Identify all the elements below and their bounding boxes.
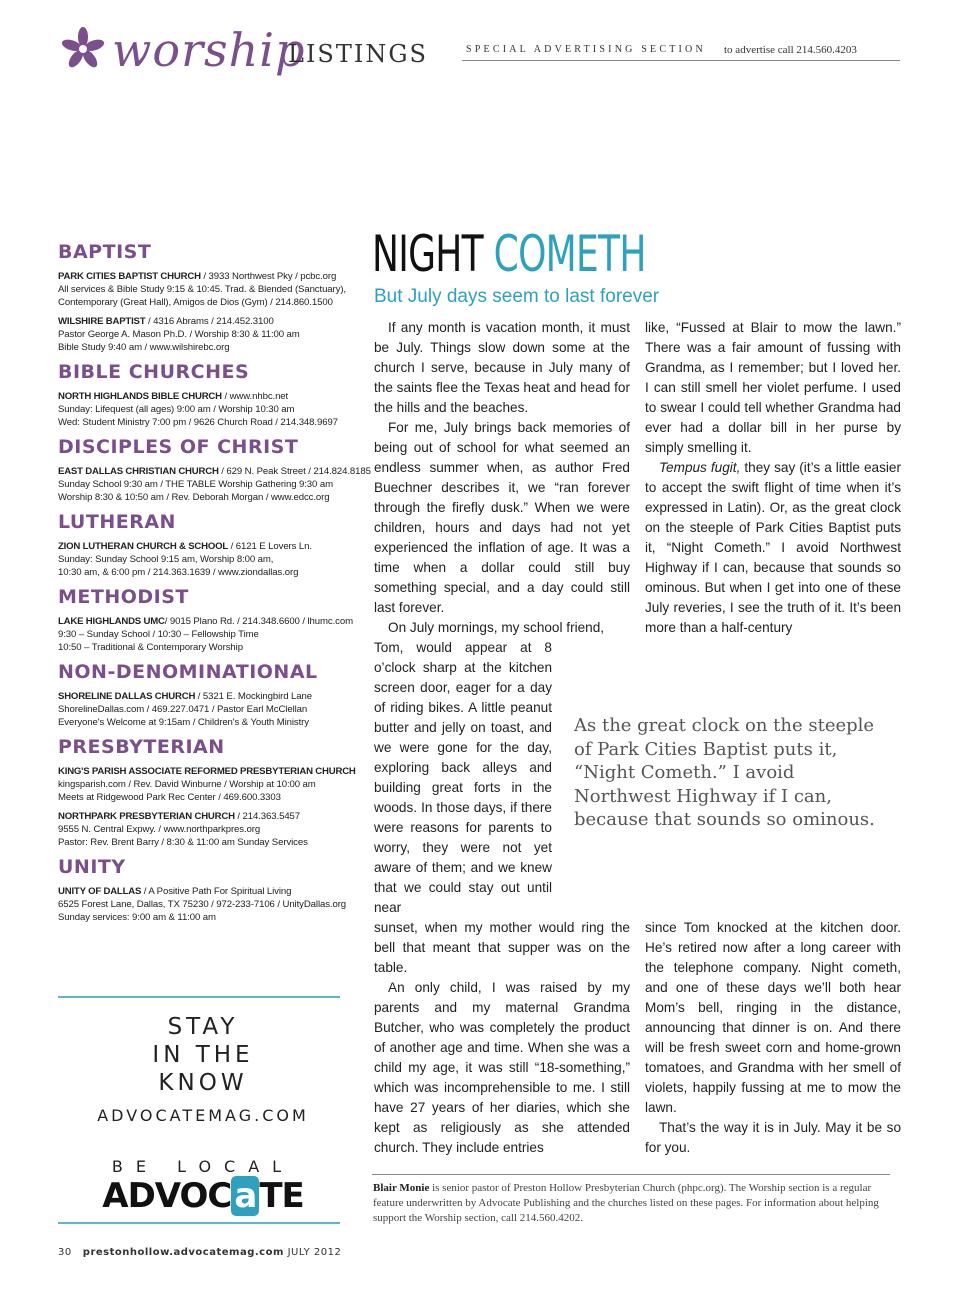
church-entry: [58, 465, 371, 504]
article-column-1-wrap: [374, 638, 552, 918]
page-number: 30: [58, 1247, 72, 1258]
church-detail: / 9015 Plano Rd. / 214.348.6600 / lhumc.com: [164, 616, 353, 627]
church-entry-line: [58, 690, 348, 703]
church-entry: [58, 540, 348, 579]
author-name: Blair Monie: [373, 1182, 430, 1194]
pull-quote: As the great clock on the steeple of Park Cities Baptist puts it, “Night Cometh.” I avoid Northwest Highway if I can, because that sounds so ominous.: [574, 715, 875, 830]
flower-logo-icon: [60, 26, 106, 72]
article-paragraph: On July mornings, my school friend,: [388, 620, 605, 635]
article-paragraph: sunset, when my mother would ring the bell that meant that supper was on the table.: [374, 920, 630, 975]
church-entry: [58, 810, 348, 849]
church-detail: 9:30 – Sunday School / 10:30 – Fellowship Time: [58, 629, 259, 640]
footer-site[interactable]: prestonhollow.advocatemag.com: [82, 1247, 284, 1258]
category-title: DISCIPLES OF CHRIST: [58, 436, 299, 458]
article-paragraph: since Tom knocked at the kitchen door. He’s retired now after a long career with the telephone company. Night cometh, and one of these days we’ll both hear Mom’s bell, ringing in the distance, announcing that dinner is on. And there will be fresh sweet corn and home-grown tomatoes, and Grandma with her smell of violets, happily fussing at me to mow the lawn.: [645, 920, 901, 1115]
article-subtitle: But July days seem to last forever: [374, 286, 660, 307]
church-entry-line: [58, 540, 348, 553]
listing-category: [58, 435, 371, 504]
church-entry-line: [58, 315, 348, 328]
church-name: ZION LUTHERAN CHURCH & SCHOOL: [58, 541, 229, 552]
promo-divider-top: [58, 996, 340, 998]
listing-category: [58, 240, 348, 354]
church-detail: Sunday: Lifequest (all ages) 9:00 am / Worship 10:30 am: [58, 404, 295, 415]
church-name: SHORELINE DALLAS CHURCH: [58, 691, 196, 702]
article-headline: [372, 224, 646, 284]
article-column-1-bottom: [374, 918, 630, 1158]
author-bio-text: is senior pastor of Preston Hollow Presbyterian Church (phpc.org). The Worship section is a regular feature underwritten by Advocate Publishing and the churches listed on these pages. For information about helping support the Worship section, call 214.560.4202.: [373, 1182, 879, 1224]
category-title: NON-DENOMINATIONAL: [58, 661, 318, 683]
church-detail: Sunday services: 9:00 am & 11:00 am: [58, 912, 216, 923]
church-detail: / www.nhbc.net: [221, 391, 289, 402]
category-title: BAPTIST: [58, 241, 152, 263]
church-detail: / 6121 E Lovers Ln.: [228, 541, 312, 552]
church-name: UNITY OF DALLAS: [58, 886, 142, 897]
section-title-listings: LISTINGS: [288, 40, 428, 68]
listing-category: [58, 585, 353, 654]
footer-issue: JULY 2012: [287, 1247, 342, 1258]
church-entry-line: [58, 810, 348, 823]
promo-divider-bottom: [58, 1222, 340, 1224]
article-paragraph: like, “Fussed at Blair to mow the lawn.” There was a fair amount of fussing with Grandma, as I remember; but I loved her. I can still smell her violet perfume. I used to swear I could tell whether Grandma had ever had a dollar bill in her purse by simply smelling it.: [645, 320, 901, 455]
church-entry: [58, 270, 348, 309]
church-entry: [58, 885, 348, 924]
advocate-logo-a: a: [231, 1176, 259, 1216]
church-name: WILSHIRE BAPTIST: [58, 316, 146, 327]
church-detail: Everyone's Welcome at 9:15am / Children's & Youth Ministry: [58, 717, 309, 728]
listing-category: [58, 735, 356, 849]
article-column-2: [645, 318, 901, 638]
church-name: LAKE HIGHLANDS UMC: [58, 616, 165, 627]
listing-category: [58, 360, 348, 429]
church-entry: [58, 765, 356, 804]
church-name: PARK CITIES BAPTIST CHURCH: [58, 271, 201, 282]
church-detail: ShorelineDallas.com / 469.227.0471 / Pastor Earl McClellan: [58, 704, 308, 715]
promo-stay: STAY: [167, 1014, 239, 1040]
church-entry: [58, 315, 348, 354]
church-detail: Contemporary (Great Hall), Amigos de Dios (Gym) / 214.860.1500: [58, 297, 333, 308]
latin-phrase: Tempus fugit,: [659, 460, 741, 475]
church-detail: / 3933 Northwest Pky / pcbc.org: [200, 271, 337, 282]
category-title: METHODIST: [58, 586, 189, 608]
headline-cometh: COMETH: [493, 225, 646, 283]
church-entry: [58, 690, 348, 729]
church-name: EAST DALLAS CHRISTIAN CHURCH: [58, 466, 219, 477]
church-entry-line: [58, 270, 348, 283]
church-entry-line: [58, 615, 353, 628]
listing-category: [58, 660, 348, 729]
advocate-logo-post: TE: [259, 1176, 304, 1216]
promo-in-the: IN THE: [152, 1042, 254, 1068]
category-title: UNITY: [58, 856, 126, 878]
church-detail: Wed: Student Ministry 7:00 pm / 9626 Church Road / 214.348.9697: [58, 417, 338, 428]
advocate-logo-pre: ADVOC: [102, 1176, 232, 1216]
article-paragraph: If any month is vacation month, it must be July. Things slow down some at the church I serve, because in July many of the saints flee the Texas heat and head for the hills and the beaches.: [374, 320, 630, 415]
author-bio: [373, 1181, 893, 1226]
church-detail: 10:50 – Traditional & Contemporary Worship: [58, 642, 243, 653]
church-entry-line: [58, 390, 348, 403]
article-paragraph-text: they say (it’s a little easier to accept the swift flight of time when it’s expressed in Latin). Or, as the great clock on the steeple of Park Cities Baptist puts it, “Night Cometh.” I avoid Northwest Highway if I can, because that sounds so ominous. But when I get into one of these July reveries, I see the truth of it. It’s been more than a half-century: [645, 460, 901, 635]
church-detail: Sunday School 9:30 am / THE TABLE Worship Gathering 9:30 am: [58, 479, 333, 490]
article-paragraph: That’s the way it is in July. May it be so for you.: [645, 1120, 901, 1155]
article-paragraph: For me, July brings back memories of being out of school for what seemed an endless summer when, as author Fred Buechner describes it, we “ran forever through the firefly dusk.” When we were children, hours and days had not yet experienced the inflation of age. It was a time when a dollar could still buy something special, and a day could still last forever.: [374, 420, 630, 615]
church-detail: 10:30 am, & 6:00 pm / 214.363.1639 / www.ziondallas.org: [58, 567, 299, 578]
bio-divider: [372, 1174, 890, 1175]
church-detail: Pastor: Rev. Brent Barry / 8:30 & 11:00 am Sunday Services: [58, 837, 308, 848]
church-entry: [58, 390, 348, 429]
church-name: NORTH HIGHLANDS BIBLE CHURCH: [58, 391, 222, 402]
headline-night: NIGHT: [372, 225, 483, 283]
church-entry: [58, 615, 353, 654]
article-column-2-bottom: [645, 918, 901, 1158]
page-footer: [58, 1247, 341, 1258]
church-entry-line: [58, 885, 348, 898]
church-detail: Pastor George A. Mason Ph.D. / Worship 8:30 & 11:00 am: [58, 329, 300, 340]
church-detail: Bible Study 9:40 am / www.wilshirebc.org: [58, 342, 230, 353]
category-title: BIBLE CHURCHES: [58, 361, 250, 383]
advocate-logo: [58, 1176, 348, 1216]
header-divider: [462, 60, 900, 61]
promo-url[interactable]: ADVOCATEMAG.COM: [97, 1106, 309, 1125]
section-title-worship: worship: [112, 23, 306, 77]
church-name: NORTHPARK PRESBYTERIAN CHURCH: [58, 811, 235, 822]
article-column-1: [374, 318, 630, 638]
church-detail: kingsparish.com / Rev. David Winburne / Worship at 10:00 am: [58, 779, 316, 790]
church-detail: / A Positive Path For Spiritual Living: [141, 886, 292, 897]
church-detail: All services & Bible Study 9:15 & 10:45. Trad. & Blended (Sanctuary),: [58, 284, 346, 295]
church-entry-line: [58, 465, 371, 478]
church-detail: Meets at Ridgewood Park Rec Center / 469.600.3303: [58, 792, 281, 803]
church-entry-line: [58, 765, 356, 778]
advertise-phone: to advertise call 214.560.4203: [724, 44, 857, 56]
article-paragraph: An only child, I was raised by my parents and my maternal Grandma Butcher, who was completely the product of another age and time. When she was a child my age, it was still “18-something,” which was incomprehensible to me. I still have 27 years of her diaries, which she kept as religiously as she attended church. They include entries: [374, 980, 630, 1155]
article-paragraph: [645, 458, 901, 638]
listing-category: [58, 510, 348, 579]
article-paragraph: Tom, would appear at 8 o’clock sharp at the kitchen screen door, eager for a day of riding bikes. A little peanut butter and jelly on toast, and we were gone for the day, exploring back alleys and building great forts in the woods. In those days, if there were reasons for parents to worry, they were not yet aware of them; and we knew that we could stay out until near: [374, 640, 552, 915]
category-title: PRESBYTERIAN: [58, 736, 225, 758]
church-detail: 9555 N. Central Expwy. / www.northparkpres.org: [58, 824, 261, 835]
church-name: KING'S PARISH ASSOCIATE REFORMED PRESBYTERIAN CHURCH: [58, 766, 356, 777]
church-detail: 6525 Forest Lane, Dallas, TX 75230 / 972-233-7106 / UnityDallas.org: [58, 899, 347, 910]
promo-know: KNOW: [158, 1070, 248, 1096]
church-detail: Worship 8:30 & 10:50 am / Rev. Deborah Morgan / www.edcc.org: [58, 492, 330, 503]
church-detail: / 5321 E. Mockingbird Lane: [195, 691, 312, 702]
church-detail: / 629 N. Peak Street / 214.824.8185: [218, 466, 371, 477]
be-local-tagline: BE LOCAL: [111, 1157, 295, 1176]
listing-category: [58, 855, 348, 924]
church-detail: / 214.363.5457: [234, 811, 301, 822]
church-detail: / 4316 Abrams / 214.452.3100: [145, 316, 274, 327]
special-advertising-label: SPECIAL ADVERTISING SECTION: [466, 44, 706, 55]
category-title: LUTHERAN: [58, 511, 176, 533]
church-listings: [58, 240, 371, 930]
church-detail: Sunday: Sunday School 9:15 am, Worship 8:00 am,: [58, 554, 274, 565]
